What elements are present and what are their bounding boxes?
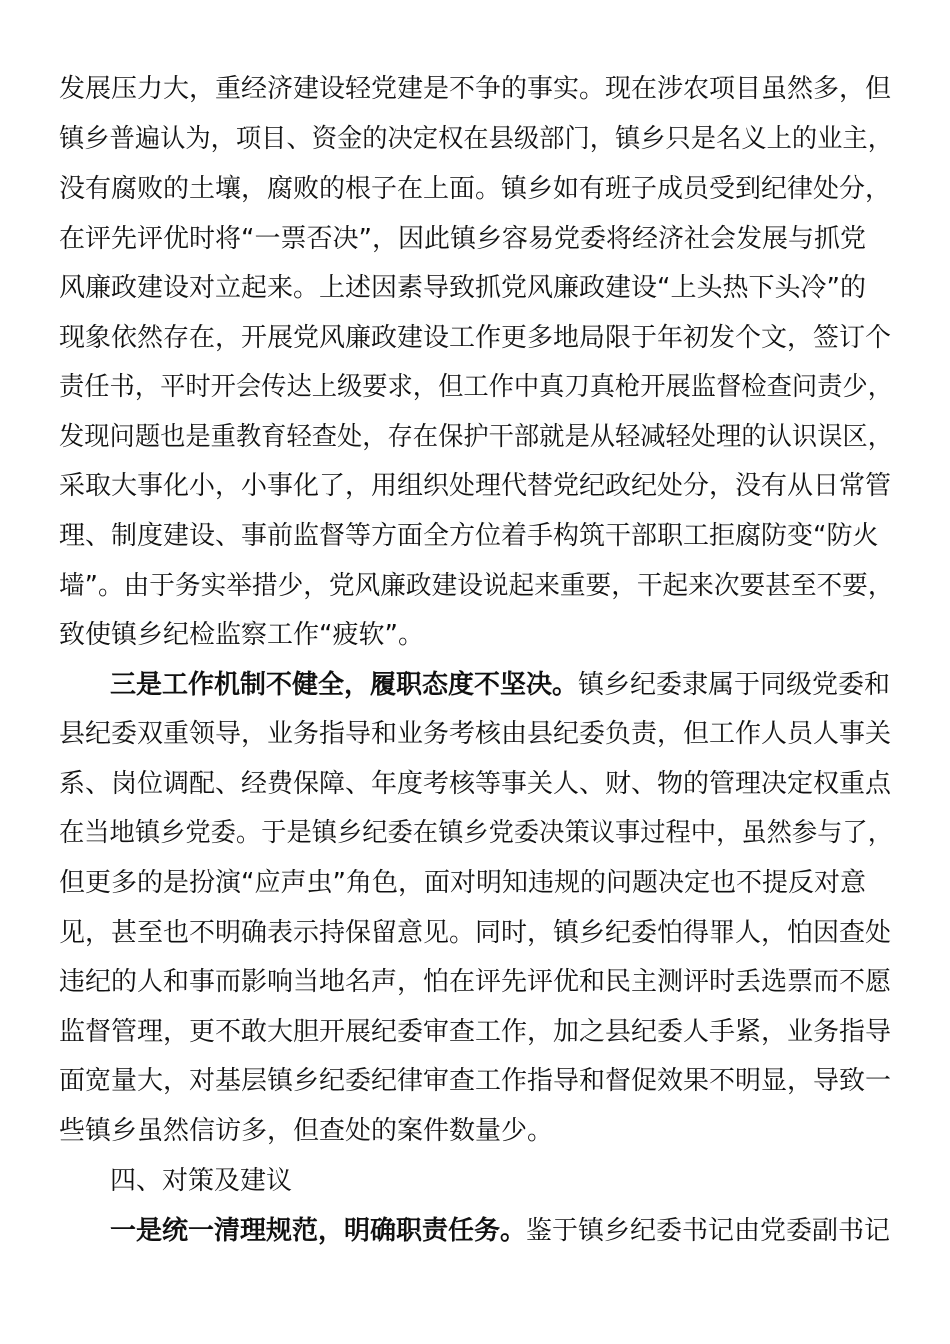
section3-first-line [110,660,890,710]
paragraph-line: 责任书，平时开会传达上级要求，但工作中真刀真枪开展监督检查问责少， [59,372,893,402]
paragraph-line: 现象依然存在，开展党风廉政建设工作更多地局限于年初发个文，签订个 [59,323,892,353]
paragraph-line: 镇乡普遍认为，项目、资金的决定权在县级部门，镇乡只是名义上的业主， [59,124,893,154]
paragraph-line: 违纪的人和事而影响当地名声，怕在评先评优和民主测评时丢选票而不愿 [59,967,892,997]
paragraph-line: 致使镇乡纪检监察工作“疲软”。 [59,620,424,650]
section4-item1-text: 鉴于镇乡纪委书记由党委副书记 [526,1216,891,1246]
paragraph-line: 在当地镇乡党委。于是镇乡纪委在镇乡党委决策议事过程中，虽然参与了， [59,818,893,848]
section4-item1-first-line [110,1206,890,1256]
paragraph-line: 面宽量大，对基层镇乡纪委纪律审查工作指导和督促效果不明显，导致一 [59,1066,892,1096]
paragraph-line: 系、岗位调配、经费保障、年度考核等事关人、财、物的管理决定权重点 [59,769,892,799]
paragraph-line: 监督管理，更不敢大胆开展纪委审查工作，加之县纪委人手紧，业务指导 [59,1017,892,1047]
section4-item1-heading: 一是统一清理规范，明确职责任务。 [110,1216,527,1246]
paragraph-line: 发展压力大，重经济建设轻党建是不争的事实。现在涉农项目虽然多，但 [59,74,892,104]
paragraph-line: 风廉政建设对立起来。上述因素导致抓党风廉政建设“上头热下头冷”的 [59,273,866,303]
paragraph-line: 县纪委双重领导，业务指导和业务考核由县纪委负责，但工作人员人事关 [59,719,892,749]
paragraph-line: 些镇乡虽然信访多，但查处的案件数量少。 [59,1116,554,1146]
paragraph-line: 发现问题也是重教育轻查处，存在保护干部就是从轻减轻处理的认识误区， [59,422,893,452]
section4-title: 四、对策及建议 [110,1166,293,1196]
paragraph-line: 墙”。由于务实举措少，党风廉政建设说起来重要，干起来次要甚至不要， [59,571,894,601]
paragraph-line: 见，甚至也不明确表示持保留意见。同时，镇乡纪委怕得罪人，怕因查处 [59,918,892,948]
paragraph-line: 没有腐败的土壤，腐败的根子在上面。镇乡如有班子成员受到纪律处分， [59,174,892,204]
paragraph-line: 在评先评优时将“一票否决”，因此镇乡容易党委将经济社会发展与抓党 [59,224,866,254]
paragraph-line: 理、制度建设、事前监督等方面全方位着手构筑干部职工拒腐防变“防火 [59,521,879,551]
paragraph-line: 但更多的是扮演“应声虫”角色，面对明知违规的问题决定也不提反对意 [59,868,866,898]
paragraph-line: 采取大事化小，小事化了，用组织处理代替党纪政纪处分，没有从日常管 [59,471,892,501]
section3-first-line-text: 镇乡纪委隶属于同级党委和 [578,670,891,700]
section3-heading: 三是工作机制不健全，履职态度不坚决。 [110,670,579,700]
